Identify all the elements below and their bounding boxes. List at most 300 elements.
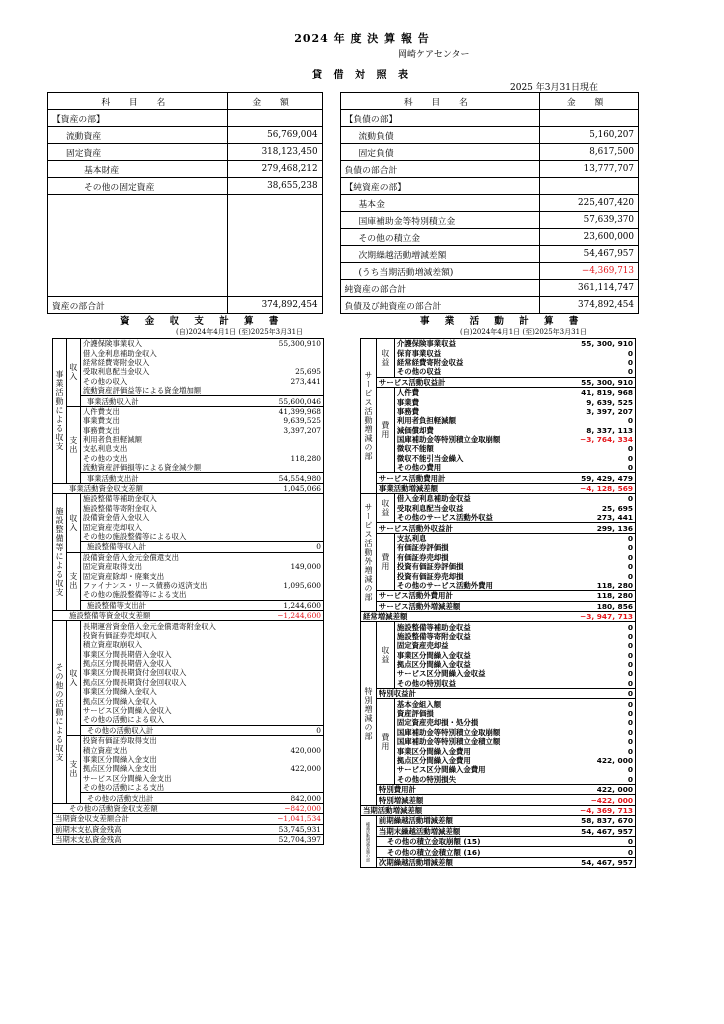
cf-item: 利用者負担軽減額 [82,435,143,445]
bs-right-item: 固定負債 [340,144,540,161]
activity-statement-title: 事 業 活 動 計 算 書 [420,316,585,327]
bs-left-amount: 279,468,212 [227,161,322,178]
cf-amount [264,631,324,640]
bs-col-item-right: 科 目 名 [340,93,540,110]
bs-right-item: 基本金 [340,195,540,212]
act-item: その他のサービス活動外費用 [396,580,493,590]
act-amount: 0 [564,679,636,689]
act-item: 人件費 [396,388,420,398]
bs-gap [322,246,340,263]
act-item: サービス区分間繰入金費用 [396,765,486,775]
bs-left-amount [227,246,322,263]
report-title: 2024 年 度 決 算 報 告 [294,32,430,45]
act-amount: 118, 280 [564,581,636,591]
act-item: 投資有価証券評価損 [396,562,464,572]
cf-amount [264,522,324,531]
act-item: 徴収不能額 [396,444,434,454]
act-item: 固定資産売却損・処分損 [396,718,479,728]
act-difference-label: 特別増減差額 [376,795,563,805]
act-item: 有価証券売却損 [396,552,449,562]
cf-item: 事業費支出 [82,416,120,426]
act-item: その他の費用 [396,463,442,473]
bs-right-amount: 225,407,420 [540,195,639,212]
cf-item: ファイナンス・リース債務の返済支出 [82,580,208,590]
act-amount: 0 [564,463,636,473]
act-amount: 0 [564,358,636,367]
act-item: 事業区分間繰入金費用 [396,746,471,756]
act-item: 国庫補助金等特別積立金取崩額 [396,435,501,445]
cf-final-label: 当期資金収支差額合計 [53,814,264,824]
cf-item: 事業区分間長期借入金収入 [82,649,172,659]
act-current-label: 当期活動増減差額 [361,805,564,815]
act-amount: 0 [564,709,636,718]
cf-section-label: 施設整備等による収支 [53,494,67,611]
bs-right-amount: 57,639,370 [540,212,639,229]
cf-amount [264,755,324,764]
act-subtotal-amount: 59, 429, 479 [564,473,636,483]
bs-right-item: 国庫補助金等特別積立金 [340,212,540,229]
act-amount: 273, 441 [564,513,636,523]
cf-amount [264,435,324,444]
act-subtotal-label: サービス活動費用計 [376,473,563,483]
act-section-label: サービス活動増減の部 [361,339,377,494]
act-amount: 0 [564,632,636,641]
act-item: 利用者負担軽減額 [396,416,456,426]
act-item: 基本金組入額 [396,699,442,709]
act-item: 当期末繰越活動増減差額 [376,826,563,836]
cf-item: 事業区分間繰入金支出 [82,754,157,764]
cf-item: 拠点区分間長期貸付金回収収入 [82,677,187,687]
cf-item: 投資有価証券売却収入 [82,630,157,640]
act-item: 施設整備等寄附金収益 [396,631,471,641]
act-item: 拠点区分間繰入金費用 [396,755,471,765]
bs-col-item-left: 科 目 名 [48,93,228,110]
bs-row [48,246,639,263]
act-item: 借入金利息補助金収益 [394,494,563,504]
bs-left-item [48,263,228,280]
bs-row [48,110,639,127]
act-income-label: 収益 [376,622,394,689]
bs-gap [322,161,340,178]
bs-left-amount [227,229,322,246]
act-subtotal-label: サービス活動外費用計 [376,591,563,601]
balance-sheet-date: 2025 年3月31日現在 [510,83,598,93]
act-expense-label: 費用 [376,387,394,473]
bs-right-item: 純資産の部合計 [340,280,540,297]
cf-amount: 118,280 [264,454,324,463]
cf-amount [264,532,324,542]
bs-left-amount: 56,769,004 [227,127,322,144]
bs-gap [322,127,340,144]
bs-row [48,195,639,212]
bs-left-item: その他の固定資産 [48,178,228,195]
cf-amount: 41,399,968 [264,406,324,416]
bs-row [48,161,639,178]
cf-amount [264,494,324,504]
cf-amount: 3,397,207 [264,426,324,435]
act-amount: 9, 639, 525 [564,397,636,406]
cf-subtotal-label: 施設整備等収入計 [80,542,263,552]
bs-right-item: 次期繰越活動増減差額 [340,246,540,263]
cf-item: その他の活動による支出 [82,783,165,793]
cf-final-amount: 52,704,397 [264,834,324,844]
cf-difference-label: その他の活動資金収支差額 [53,803,264,813]
act-amount: 0 [564,847,636,857]
cf-item: サービス区分間繰入金支出 [82,773,172,783]
act-amount: 0 [564,348,636,357]
act-ordinary-label: 経常増減差額 [361,611,564,621]
bs-left-amount: 38,655,238 [227,178,322,195]
cf-item: 長期運営資金借入金元金償還寄附金収入 [80,621,263,631]
bs-left-amount [227,195,322,212]
act-item: 事業区分間繰入金収益 [396,650,471,660]
cf-final-amount: 53,745,931 [264,824,324,834]
cf-expense-label: 支出 [66,406,80,483]
cf-expense-label: 支出 [66,736,80,804]
cf-difference-label: 施設整備等資金収支差額 [53,610,264,620]
bs-left-item: 流動資産 [48,127,228,144]
cf-amount: 273,441 [264,377,324,386]
act-amount: 0 [564,651,636,660]
cf-amount [264,348,324,357]
cf-amount [264,736,324,746]
act-item: 資産評価損 [396,709,434,719]
act-item: 前期繰越活動増減差額 [376,816,563,826]
act-subtotal-amount: 118, 280 [564,591,636,601]
act-item: 拠点区分間繰入金収益 [396,660,471,670]
cf-amount [264,783,324,793]
act-amount: 8, 337, 113 [564,426,636,435]
cf-amount [264,715,324,725]
cf-income-label: 収入 [66,339,80,407]
act-amount: 55, 300, 910 [564,339,636,349]
cf-amount: 1,095,600 [264,581,324,590]
cf-amount: 25,695 [264,367,324,376]
act-difference-label: サービス活動外増減差額 [376,601,563,611]
act-amount: 0 [564,416,636,425]
cf-item: 拠点区分間長期借入金収入 [82,659,172,669]
cf-item: 固定資産除却・廃棄支出 [82,571,165,581]
cf-item: 設備資金借入金収入 [82,513,150,523]
act-amount: 0 [564,454,636,463]
cf-subtotal-label: 施設整備等支出計 [80,600,263,610]
act-amount: 0 [564,494,636,504]
bs-right-amount: 23,600,000 [540,229,639,246]
cf-amount [264,513,324,522]
cf-item: 流動資産評価益等による資金増加額 [82,386,202,396]
cf-final-label: 前期末支払資金残高 [53,824,264,834]
cf-amount [264,668,324,677]
act-item: 事業費 [396,397,420,407]
bs-left-amount [227,110,322,127]
bs-gap [322,110,340,127]
cf-subtotal-amount: 0 [264,542,324,552]
cf-item: 拠点区分間繰入金収入 [82,696,157,706]
act-amount: 0 [564,571,636,580]
act-expense-label: 費用 [376,699,394,785]
act-amount: 0 [564,444,636,453]
act-amount: 0 [564,553,636,562]
cf-item: 施設整備等寄附金収入 [82,503,157,513]
cf-amount [264,463,324,473]
cf-amount [264,650,324,659]
bs-left-amount [227,280,322,297]
balance-sheet-title: 貸 借 対 照 表 [312,70,412,81]
act-income-label: 収益 [376,339,394,378]
bs-right-amount: 361,114,747 [540,280,639,297]
act-item: 国庫補助金等特別積立金取崩額 [396,727,501,737]
act-subtotal-label: サービス活動外収益計 [376,523,563,533]
act-item: 有価証券評価損 [396,543,449,553]
cf-amount [264,444,324,453]
act-expense-label: 費用 [376,533,394,590]
act-item: 経常経費寄附金収益 [396,357,464,367]
bs-gap [322,263,340,280]
act-amount: 54, 467, 957 [564,857,636,867]
bs-gap [322,178,340,195]
act-item: 投資有価証券売却損 [396,571,464,581]
cf-amount [264,358,324,367]
cf-item: その他の施設整備等による支出 [82,590,187,600]
cf-difference-amount: −1,244,600 [264,610,324,620]
cf-amount [264,552,324,562]
cf-income-label: 収入 [66,621,80,736]
cf-item: 施設整備等補助金収入 [80,494,263,504]
bs-right-item: 【純資産の部】 [340,178,540,195]
cf-item: 設備資金借入金元金償還支出 [82,552,179,562]
act-amount: 0 [564,660,636,669]
act-difference-amount: −422, 000 [564,795,636,805]
bs-left-item [48,212,228,229]
cf-item: サービス区分間繰入金収入 [82,706,172,716]
act-amount: 0 [564,622,636,632]
act-amount: −3, 764, 334 [564,435,636,444]
bs-gap [322,297,340,314]
cf-item: 積立資産支出 [82,745,128,755]
bs-right-amount: 13,777,707 [540,161,639,178]
cf-final-label: 当期末支払資金残高 [53,834,264,844]
bs-left-amount [227,212,322,229]
act-subtotal-label: サービス活動収益計 [376,377,563,387]
cf-subtotal-amount: 1,244,600 [264,600,324,610]
act-amount: 3, 397, 207 [564,407,636,416]
cf-amount: 422,000 [264,764,324,773]
bs-right-item: 負債及び純資産の部合計 [340,297,540,314]
act-item: 保育事業収益 [396,348,442,358]
bs-row [48,229,639,246]
organization-name: 岡崎ケアセンター [398,50,470,60]
cf-amount: 55,300,910 [264,339,324,349]
bs-row [48,178,639,195]
cf-item: その他の支出 [82,453,128,463]
cf-amount [264,659,324,668]
act-ordinary-amount: −3, 947, 713 [564,611,636,621]
bs-col-amount-right: 金 額 [540,93,639,110]
bs-left-item [48,195,228,212]
act-subtotal-label: 特別費用計 [376,784,563,794]
bs-gap [322,195,340,212]
bs-right-item: 負債の部合計 [340,161,540,178]
bs-right-amount: 374,892,454 [540,297,639,314]
bs-left-amount [227,263,322,280]
cf-item: 支払利息支出 [82,444,128,454]
act-amount: 0 [564,836,636,846]
bs-gap [322,144,340,161]
act-amount: 0 [564,765,636,774]
act-amount: 0 [564,543,636,552]
act-item: その他のサービス活動外収益 [396,513,493,523]
bs-right-amount [540,110,639,127]
act-item: その他の積立金取崩額 (15) [376,836,563,846]
balance-sheet-table [47,92,639,314]
cf-amount [264,621,324,631]
act-item: 支払利息 [396,534,427,543]
cf-income-label: 収入 [66,494,80,552]
cf-amount: 149,000 [264,562,324,571]
cf-expense-label: 支出 [66,552,80,610]
act-item: 事務費 [396,406,420,416]
bs-row [48,280,639,297]
cf-final-amount: −1,041,534 [264,814,324,824]
act-section-label: 特別増減の部 [361,622,377,805]
act-difference-amount: −4, 128, 569 [564,483,636,493]
act-item: その他の特別損失 [396,774,456,784]
act-item: 施設整備等補助金収益 [394,622,563,632]
cf-item: 拠点区分間繰入金支出 [82,764,157,774]
act-amount: 0 [564,728,636,737]
act-amount: 0 [564,746,636,755]
cf-section-label: 事業活動による収支 [53,339,67,484]
bs-left-item [48,280,228,297]
cf-item: 経常経費寄附金収入 [82,357,150,367]
act-subtotal-label: 特別収益計 [376,689,563,699]
act-amount: 0 [564,562,636,571]
cf-subtotal-label: 事業活動収入計 [80,396,263,406]
act-amount: 41, 819, 968 [564,387,636,397]
act-amount: 0 [564,699,636,709]
bs-left-item: 基本財産 [48,161,228,178]
cf-amount [264,774,324,783]
bs-row [48,144,639,161]
bs-right-item: 流動負債 [340,127,540,144]
bs-left-item: 【資産の部】 [48,110,228,127]
act-item: その他の特別収益 [396,678,456,688]
cf-amount [264,706,324,715]
cf-subtotal-amount: 842,000 [264,793,324,803]
cf-amount [264,687,324,696]
cf-amount [264,504,324,513]
cf-difference-amount: −842,000 [264,803,324,813]
cf-item: その他の活動による収入 [82,715,165,725]
bs-row [48,297,639,314]
cf-item: 固定資産売却収入 [82,522,143,532]
bs-row [48,127,639,144]
cf-difference-label: 事業活動資金収支差額 [53,483,264,493]
bs-gap [322,212,340,229]
act-section-label: 繰越活動増減差額の部 [361,816,377,868]
cf-item: 事務費支出 [82,425,120,435]
cash-flow-table [52,338,324,845]
cf-subtotal-amount: 0 [264,725,324,735]
bs-gap [322,280,340,297]
cf-item: 固定資産取得支出 [82,562,143,572]
act-item: 国庫補助金等特別積立金積立額 [396,737,501,747]
bs-left-amount: 318,123,450 [227,144,322,161]
cf-item: その他の収入 [82,376,128,386]
cf-item: その他の施設整備等による収入 [82,532,187,541]
act-amount: 0 [564,737,636,746]
act-amount: 25, 695 [564,504,636,513]
act-section-label: サービス活動外増減の部 [361,494,377,612]
bs-right-amount [540,178,639,195]
act-amount: 0 [564,641,636,650]
bs-right-item: 【負債の部】 [340,110,540,127]
act-item: 減価償却費 [396,425,434,435]
cf-item: 人件費支出 [82,406,120,416]
cf-amount: 420,000 [264,745,324,754]
act-item: サービス区分間繰入金収益 [396,669,486,679]
cf-amount [264,696,324,705]
cf-item: 事業区分間繰入金収入 [82,687,157,697]
cf-item: 投資有価証券取得支出 [82,736,157,746]
bs-right-amount: −4,369,713 [540,263,639,280]
act-subtotal-amount: 55, 300, 910 [564,377,636,387]
act-item: 受取利息配当金収益 [396,503,464,513]
cf-subtotal-label: 事業活動支出計 [80,473,263,483]
act-amount: 54, 467, 957 [564,826,636,836]
cf-item: 介護保険事業収入 [80,339,263,349]
cf-item: 受取利息配当金収入 [82,367,150,377]
bs-row [48,263,639,280]
cash-flow-title: 資 金 収 支 計 算 書 [120,316,285,327]
cf-item: 流動資産評価損等による資金減少額 [82,463,202,473]
act-amount: 0 [564,669,636,678]
cf-difference-amount: 1,045,066 [264,483,324,493]
act-item: その他の収益 [396,367,442,377]
act-amount: 0 [564,533,636,543]
cf-subtotal-label: その他の活動収入計 [80,725,263,735]
cf-subtotal-amount: 55,600,046 [264,396,324,406]
cf-amount [264,590,324,600]
bs-left-amount: 374,892,454 [227,297,322,314]
act-item: 次期繰越活動増減差額 [376,857,563,867]
cf-item: 積立資産取崩収入 [82,640,143,650]
cf-amount [264,571,324,580]
act-item: 徴収不能引当金繰入 [396,453,464,463]
act-amount: 0 [564,775,636,785]
activity-statement-period: (自)2024年4月1日 (至)2025年3月31日 [460,328,588,336]
cash-flow-period: (自)2024年4月1日 (至)2025年3月31日 [176,328,304,336]
act-item: 固定資産売却益 [396,641,449,651]
bs-right-item: (うち当期活動増減差額) [340,263,540,280]
cf-item: 借入金利息補助金収入 [82,348,157,358]
bs-left-item: 資産の部合計 [48,297,228,314]
act-amount: 58, 837, 670 [564,816,636,826]
act-subtotal-amount: 422, 000 [564,784,636,794]
cf-amount [264,678,324,687]
act-current-amount: −4, 369, 713 [564,805,636,815]
cf-amount [264,386,324,396]
bs-right-amount: 5,160,207 [540,127,639,144]
bs-left-item: 固定資産 [48,144,228,161]
bs-left-item [48,229,228,246]
act-income-label: 収益 [376,494,394,523]
cf-amount [264,640,324,649]
cf-section-label: その他の活動による収支 [53,621,67,803]
act-item: その他の積立金積立額 (16) [376,847,563,857]
act-amount: 0 [564,367,636,377]
cf-subtotal-amount: 54,554,980 [264,473,324,483]
